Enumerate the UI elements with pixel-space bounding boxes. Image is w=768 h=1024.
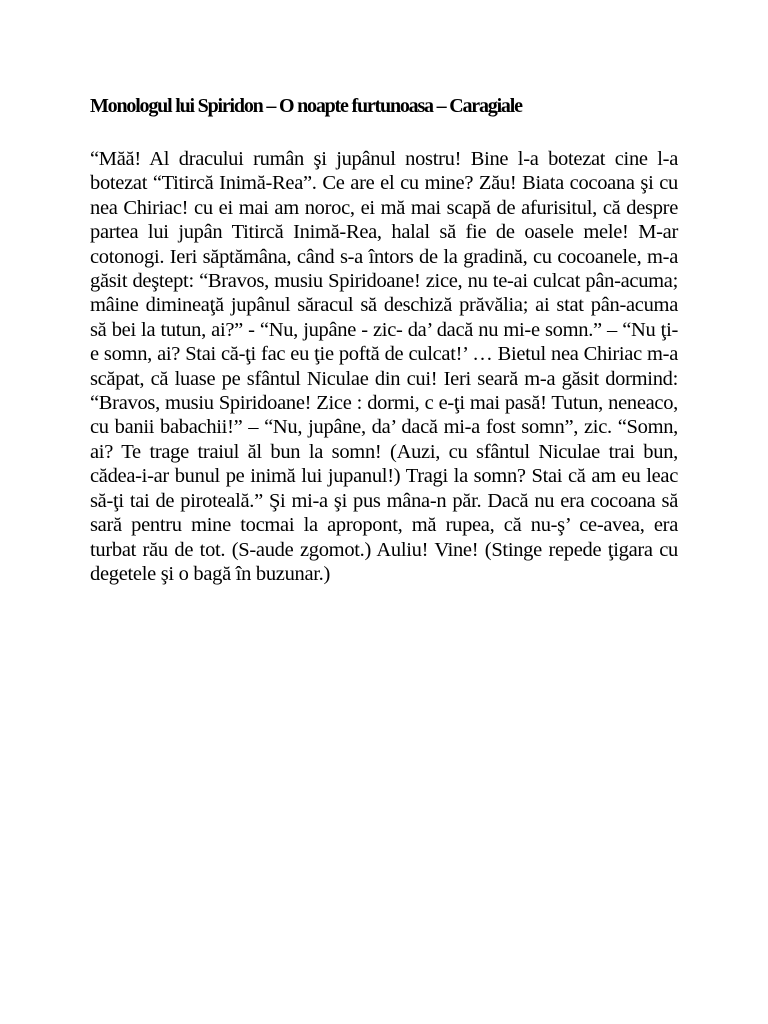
document-body-paragraph: “Măă! Al dracului rumân şi jupânul nostru! Bine l-a botezat cine l-a botezat “Titircă Inimă-Rea”. Ce are el cu mine? Zău! Biata cocoana şi cu nea Chiriac! cu ei mai am noroc, ei mă mai scapă de afurisitul, că despre partea lui jupân Titircă Inimă-Rea, halal să fie de oasele mele! M-ar cotonogi. Ieri săptămâna, când s-a întors de la gradină, cu cocoanele, m-a găsit deştept: “Bravos, musiu Spiridoane! zice, nu te-ai culcat pân-acuma; mâine dimineaţă jupânul săracul să deschiză prăvălia; ai stat pân-acuma să bei la tutun, ai?” - “Nu, jupâne - zic- da’ dacă nu mi-e somn.” – “Nu ţi-e somn, ai? Stai că-ţi fac eu ţie poftă de culcat!’ … Bietul nea Chiriac m-a scăpat, că luase pe sfântul Niculae din cui! Ieri seară m-a găsit dormind: “Bravos, musiu Spiridoane! Zice : dormi, c e-ţi mai pasă! Tutun, neneaco, cu banii babachii!” – “Nu, jupâne, da’ dacă mi-a fost somn”, zic. “Somn, ai? Te trage traiul ăl bun la somn! (Auzi, cu sfântul Niculae trai bun, cădea-i-ar bunul pe inimă lui jupanul!) Tragi la somn? Stai că am eu leac să-ţi tai de piroteală.” Şi mi-a şi pus mâna-n păr. Dacă nu era cocoana să sară pentru mine tocmai la apropont, mă rupea, că nu-ş’ ce-avea, era turbat rău de tot. (S-aude zgomot.) Auliu! Vine! (Stinge repede ţigara cu degetele şi o bagă în buzunar.) (90, 148, 678, 585)
document-title: Monologul lui Spiridon – O noapte furtunoasa – Caragiale (90, 95, 522, 117)
